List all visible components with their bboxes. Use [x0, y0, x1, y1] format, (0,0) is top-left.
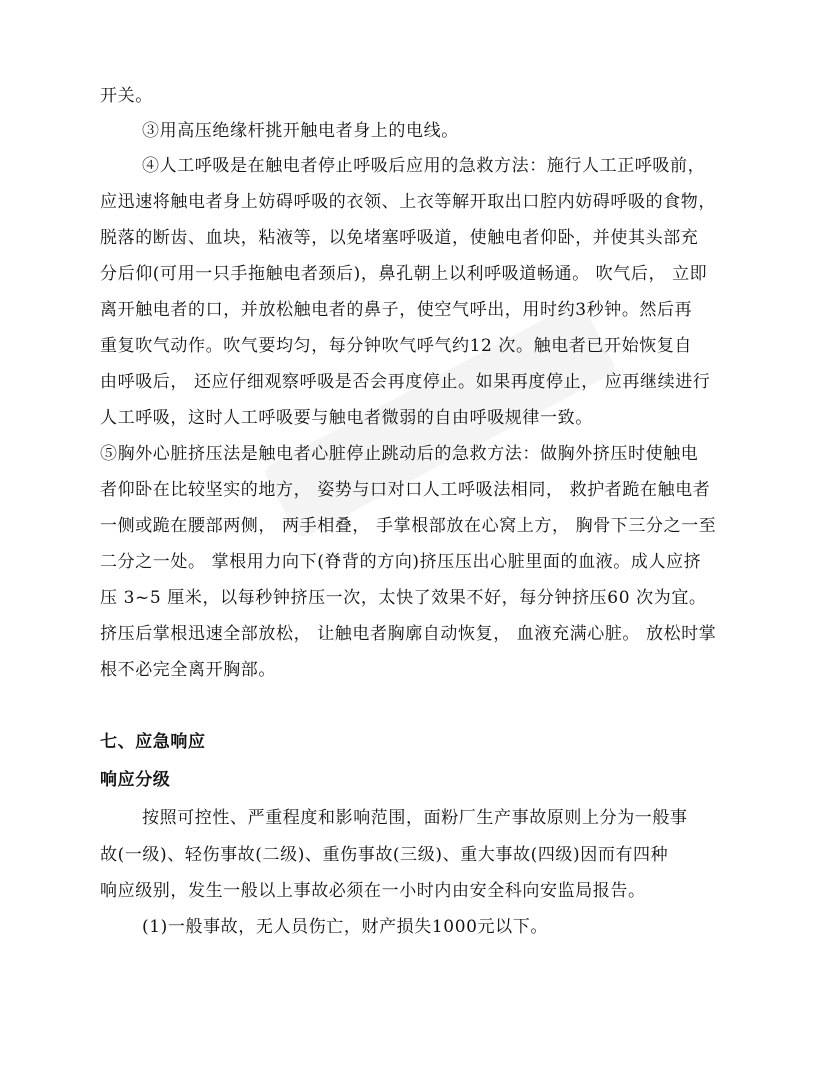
text-line-13: 一侧或跪在腰部两侧， 两手相叠， 手掌根部放在心窝上方， 胸骨下三分之一至: [100, 516, 717, 536]
text-line-11: ⑤胸外心脏挤压法是触电者心脏停止跳动后的急救方法：做胸外挤压时使触电: [100, 444, 699, 464]
text-line-6: 分后仰(可用一只手拖触电者颈后)，鼻孔朝上以利呼吸道畅通。 吹气后， 立即: [100, 264, 708, 284]
text-line-3: ④人工呼吸是在触电者停止呼吸后应用的急救方法：施行人工正呼吸前，: [142, 156, 706, 176]
text-line-4: 应迅速将触电者身上妨碍呼吸的衣领、上衣等解开取出口腔内妨碍呼吸的食物，: [100, 192, 716, 212]
text-line-16: 挤压后掌根迅速全部放松， 让触电者胸廓自动恢复， 血液充满心脏。 放松时掌: [100, 624, 717, 644]
text-line-17: 根不必完全离开胸部。: [100, 660, 276, 680]
response-line-1: 按照可控性、严重程度和影响范围，面粉厂生产事故原则上分为一般事: [142, 808, 688, 828]
response-line-3: 响应级别，发生一般以上事故必须在一小时内由安全科向安监局报告。: [100, 881, 646, 901]
text-line-9: 由呼吸后， 还应仔细观察呼吸是否会再度停止。如果再度停止， 应再继续进行: [100, 372, 711, 392]
response-line-2: 故(一级)、轻伤事故(二级)、重伤事故(三级)、重大事故(四级)因而有四种: [100, 845, 669, 865]
text-line-5: 脱落的断齿、血块，粘液等，以免堵塞呼吸道，使触电者仰卧，并使其头部充: [100, 228, 699, 248]
text-line-15: 压 3~5 厘米，以每秒钟挤压一次，太快了效果不好，每分钟挤压60 次为宜。: [100, 588, 707, 608]
text-line-1: 开关。: [100, 86, 153, 106]
text-line-12: 者仰卧在比较坚实的地方， 姿势与口对口人工呼吸法相同， 救护者跪在触电者: [100, 480, 711, 500]
text-line-8: 重复吹气动作。吹气要均匀，每分钟吹气呼气约12 次。触电者已开始恢复自: [100, 336, 693, 356]
subsection-heading: 响应分级: [100, 770, 171, 790]
text-line-7: 离开触电者的口，并放松触电者的鼻子，使空气呼出，用时约3秒钟。然后再: [100, 300, 693, 320]
text-line-2: ③用高压绝缘杆挑开触电者身上的电线。: [142, 121, 459, 141]
text-line-14: 二分之一处。 掌根用力向下(脊背的方向)挤压压出心脏里面的血液。成人应挤: [100, 552, 702, 572]
section-heading: 七、应急响应: [100, 732, 206, 752]
text-line-10: 人工呼吸，这时人工呼吸要与触电者微弱的自由呼吸规律一致。: [100, 408, 593, 428]
response-line-4: (1)一般事故，无人员伤亡，财产损失1000元以下。: [142, 917, 548, 937]
